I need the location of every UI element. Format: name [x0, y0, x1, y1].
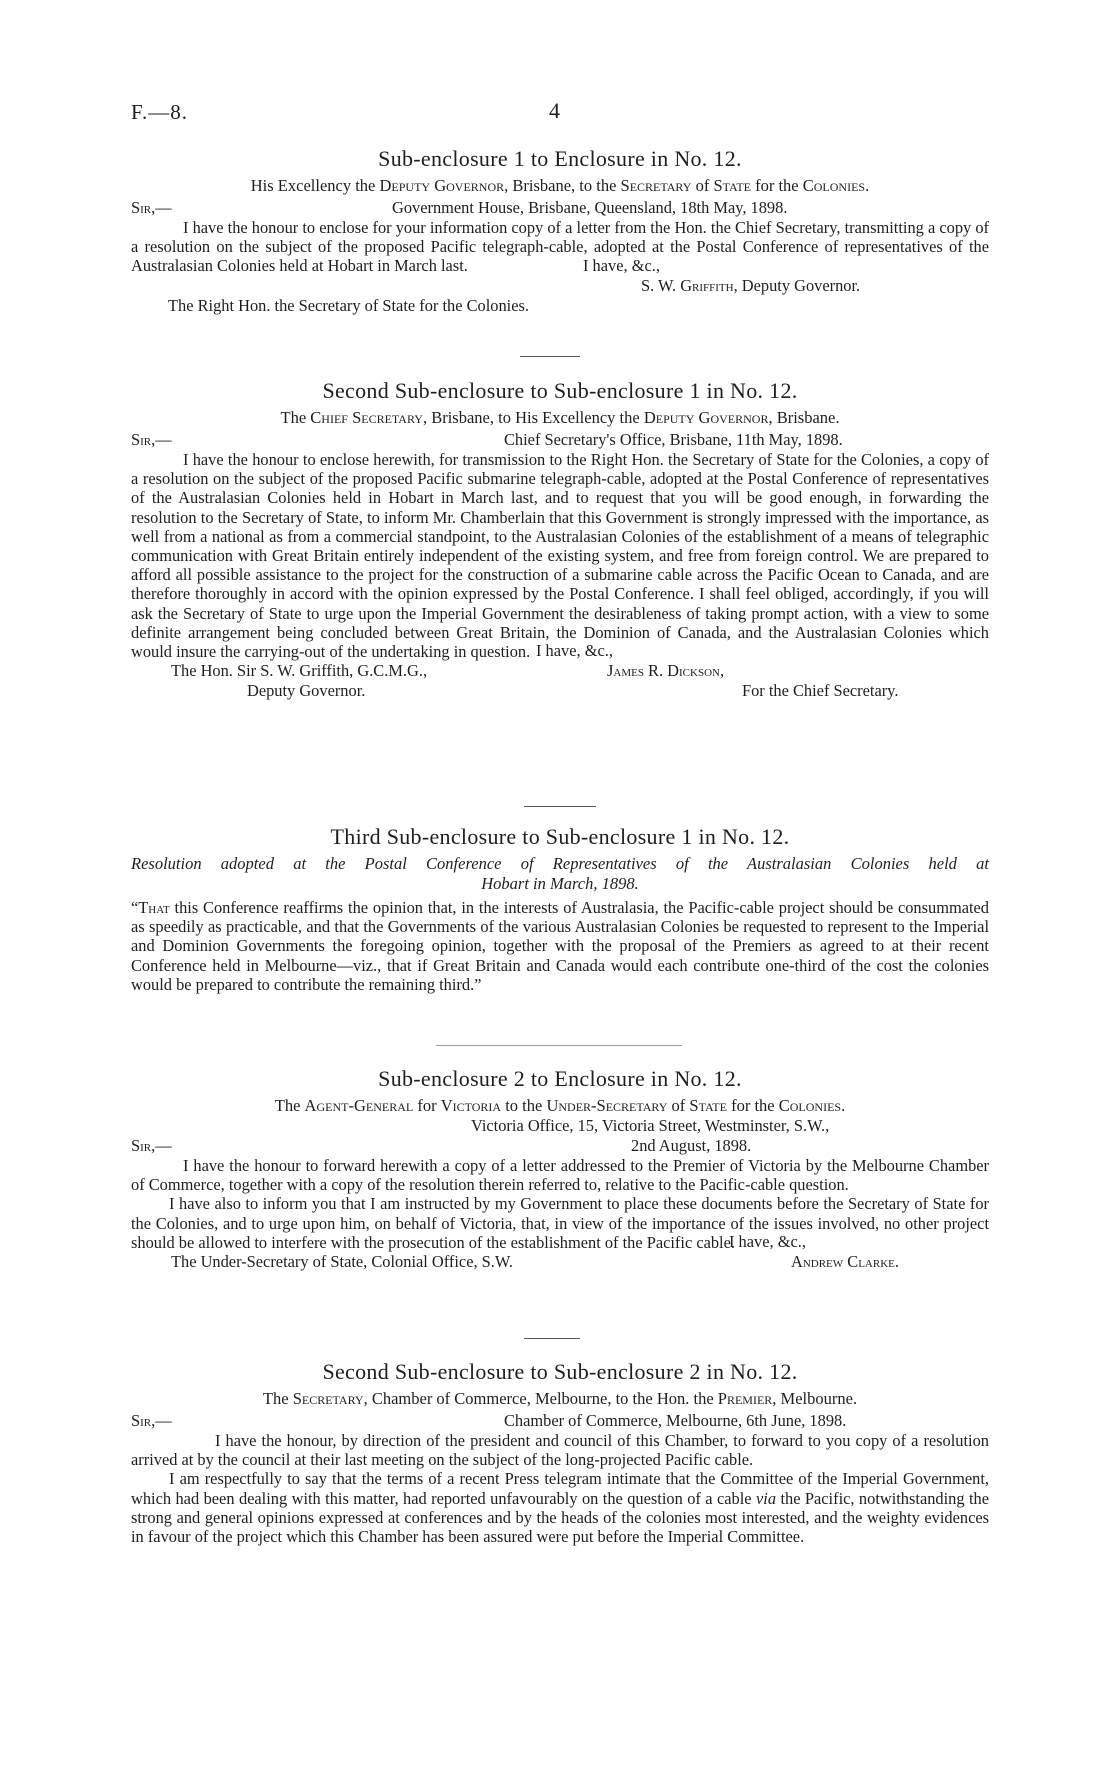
divider: [520, 356, 580, 357]
salutation-row: [131, 430, 989, 450]
section-title: Second Sub-enclosure to Sub-enclosure 1 in No. 12.: [322, 378, 798, 403]
signature: [791, 1252, 899, 1272]
letter-body-2: I have also to inform you that I am instructed by my Government to place these documents before the Secretary of State for the Colonies, and to urge upon him, on behalf of Victoria, that, in view of the importance of the issues involved, no other project should be allowed to interfere with the prosecution of the establishment of the Pacific cable.: [131, 1194, 989, 1252]
text: Under-Secretary: [546, 1096, 668, 1115]
closing-row: [131, 641, 989, 661]
text: of: [691, 176, 714, 195]
closing: I have, &c.,: [583, 255, 660, 275]
divider: [524, 1338, 580, 1339]
text: Colonies: [802, 176, 866, 195]
letter-body: I have the honour to enclose for your information copy of a letter from the Hon. the Chief Secretary, transmitting a copy of a resolution on the subject of the proposed Pacific telegraph-cable, adopted at the Postal Conference of representatives of the Australasian Colonies held at Hobart in March last.: [131, 218, 989, 276]
letter-body: I have the honour to enclose herewith, for transmission to the Right Hon. the Secretary of State for the Colonies, a copy of a resolution on the subject of the proposed Pacific submarine telegraph-cable, adopted at the Postal Conference of representatives of the Australasian Colonies held in Hobart in March last, and to request that you will be good enough, in forwarding the resolution to the Secretary of State, to inform Mr. Chamberlain that this Government is strongly impressed with the importance, as well from a national as from a commercial standpoint, to the Australasian Colonies of the establishment of a means of telegraphic communication with Great Britain entirely independent of the existing system, and free from foreign control. We are prepared to afford all possible assistance to the project for the construction of a submarine cable across the Pacific Ocean to Canada, and are therefore thoroughly in accord with the opinion expressed by the Postal Conference. I shall feel obliged, accordingly, if you will ask the Secretary of State to urge upon the Imperial Government the desirableness of taking prompt action, with a view to some definite arrangement being concluded between Great Britain, the Dominion of Canada, and the Australasian Colonies which would insure the carrying-out of the undertaking in question.: [131, 450, 989, 662]
text: .: [841, 1096, 846, 1115]
text: ,: [719, 661, 725, 681]
text: “: [131, 898, 139, 917]
text: .: [865, 176, 870, 195]
from-to-line: [131, 1096, 989, 1116]
salutation: Sir,—: [131, 1411, 172, 1430]
addressee-row: [131, 296, 989, 316]
text: , Melbourne.: [772, 1389, 858, 1408]
addressee-title: Deputy Governor.: [247, 681, 366, 701]
closing: I have, &c.,: [729, 1232, 806, 1252]
text: for the: [726, 1096, 779, 1115]
text: Victoria: [440, 1096, 502, 1115]
from-to-line: [131, 408, 989, 428]
resolution-text: [131, 898, 989, 994]
text: , Chamber of Commerce, Melbourne, to the Hon. the: [363, 1389, 718, 1408]
section-third-sub-enclosure-1: [131, 824, 989, 994]
text: State: [689, 1096, 727, 1115]
signature-title: For the Chief Secretary.: [742, 681, 899, 701]
section-sub-enclosure-2: [131, 1066, 989, 1272]
text: of: [667, 1096, 690, 1115]
resolution-subtitle: Resolution adopted at the Postal Conference of Representatives of the Australasian Colonies held at: [131, 854, 989, 873]
text: I am respectfully to say that the terms of a recent Press telegram intimate that the Committee of the Imperial Government, which had been dealing with this matter, had reported unfavourably on the question of a cable: [131, 1469, 989, 1508]
section-title: Third Sub-enclosure to Sub-enclosure 1 in No. 12.: [330, 824, 790, 849]
text: for: [413, 1096, 441, 1115]
text: His Excellency the: [250, 176, 380, 195]
text: James R. Dickson: [607, 661, 720, 681]
salutation: Sir,—: [131, 430, 172, 449]
text: Secretary: [292, 1389, 364, 1408]
closing-row: [131, 256, 989, 276]
text: for the: [750, 176, 803, 195]
resolution-subtitle-2: Hobart in March, 1898.: [481, 874, 639, 893]
text: to the: [501, 1096, 547, 1115]
text: .: [894, 1252, 899, 1272]
addressee-row: [131, 1252, 989, 1272]
section-sub-enclosure-1: [131, 146, 989, 316]
text: , Brisbane.: [768, 408, 840, 427]
text: , Deputy Governor.: [733, 275, 861, 295]
letter-address: Chief Secretary's Office, Brisbane, 11th May, 1898.: [504, 430, 843, 449]
text: Griffith: [680, 275, 734, 295]
addressee: The Under-Secretary of State, Colonial Office, S.W.: [171, 1252, 513, 1272]
letter-date: 2nd August, 1898.: [631, 1136, 752, 1155]
section-title: Sub-enclosure 2 to Enclosure in No. 12.: [378, 1066, 742, 1091]
text: Deputy Governor: [379, 176, 505, 195]
text: this Conference reaffirms the opinion that, in the interests of Australasia, the Pacific-cable project should be consummated as speedily as practicable, and that the Governments of the various Australasian Colonies be requested to represent to the Imperial and Dominion Governments the foregoing opinion, together with the proposal of the Premiers as agreed to at their recent Conference held in Melbourne—viz., that if Great Britain and Canada would each contribute one-third of the cost the colonies would be prepared to contribute the remaining third.”: [131, 898, 989, 994]
closing: I have, &c.,: [536, 641, 613, 661]
text: Premier: [717, 1389, 773, 1408]
addressee: The Hon. Sir S. W. Griffith, G.C.M.G.,: [171, 661, 428, 681]
salutation: Sir,—: [131, 1136, 172, 1155]
text: Deputy Governor: [643, 408, 769, 427]
signature: [641, 276, 860, 296]
text: Andrew Clarke: [791, 1252, 895, 1272]
text: Chief Secretary: [310, 408, 423, 427]
addressee-row-2: [131, 681, 989, 701]
section-second-sub-enclosure-2: [131, 1359, 989, 1546]
text: The: [262, 1389, 293, 1408]
text: State: [713, 176, 751, 195]
divider: [436, 1045, 682, 1046]
page-number: 4: [549, 98, 560, 123]
text: Secretary: [620, 176, 692, 195]
divider: [524, 806, 596, 807]
text: Colonies: [778, 1096, 842, 1115]
letter-address: Chamber of Commerce, Melbourne, 6th June, 1898.: [504, 1411, 847, 1430]
letter-body: I have the honour to forward herewith a copy of a letter addressed to the Premier of Victoria by the Melbourne Chamber of Commerce, together with a copy of the resolution therein referred to, relative to the Pacific-cable question.: [131, 1156, 989, 1195]
salutation-row: [131, 1136, 989, 1156]
section-title: Sub-enclosure 1 to Enclosure in No. 12.: [378, 146, 742, 171]
closing-row: [131, 1232, 989, 1252]
text: The: [274, 1096, 305, 1115]
text: the Pacific, notwithstanding the strong and general opinions expressed at conferences and by the heads of the colonies most interested, and the weighty evidences in favour of the project which this Chamber has been assured were put before the Imperial Committee.: [131, 1488, 990, 1547]
signature-row: [131, 276, 989, 296]
from-to-line: [131, 176, 989, 196]
addressee-row: [131, 661, 989, 681]
from-to-line: [131, 1389, 989, 1409]
text: , Brisbane, to the: [504, 176, 621, 195]
text: Agent-General: [304, 1096, 414, 1115]
text: The: [280, 408, 311, 427]
salutation-row: [131, 1411, 989, 1431]
letter-body-2: [131, 1469, 989, 1546]
letter-address: Government House, Brisbane, Queensland, 18th May, 1898.: [392, 198, 788, 217]
text: S. W.: [641, 275, 681, 295]
salutation: Sir,—: [131, 198, 172, 217]
paper-reference: F.—8.: [131, 100, 188, 124]
letter-body: I have the honour, by direction of the president and council of this Chamber, to forward to you copy of a resolution arrived at by the council at their last meeting on the subject of the long-projected Pacific cable.: [131, 1431, 989, 1470]
text: That: [138, 898, 170, 917]
text: , Brisbane, to His Excellency the: [422, 408, 644, 427]
text: via: [755, 1488, 777, 1508]
letter-address: Victoria Office, 15, Victoria Street, Westminster, S.W.,: [471, 1116, 830, 1135]
section-second-sub-enclosure-1: [131, 378, 989, 701]
addressee: The Right Hon. the Secretary of State for the Colonies.: [168, 295, 529, 315]
signature: [607, 661, 724, 681]
section-title: Second Sub-enclosure to Sub-enclosure 2 in No. 12.: [322, 1359, 798, 1384]
address-row: [131, 1116, 989, 1136]
salutation-row: [131, 198, 989, 218]
